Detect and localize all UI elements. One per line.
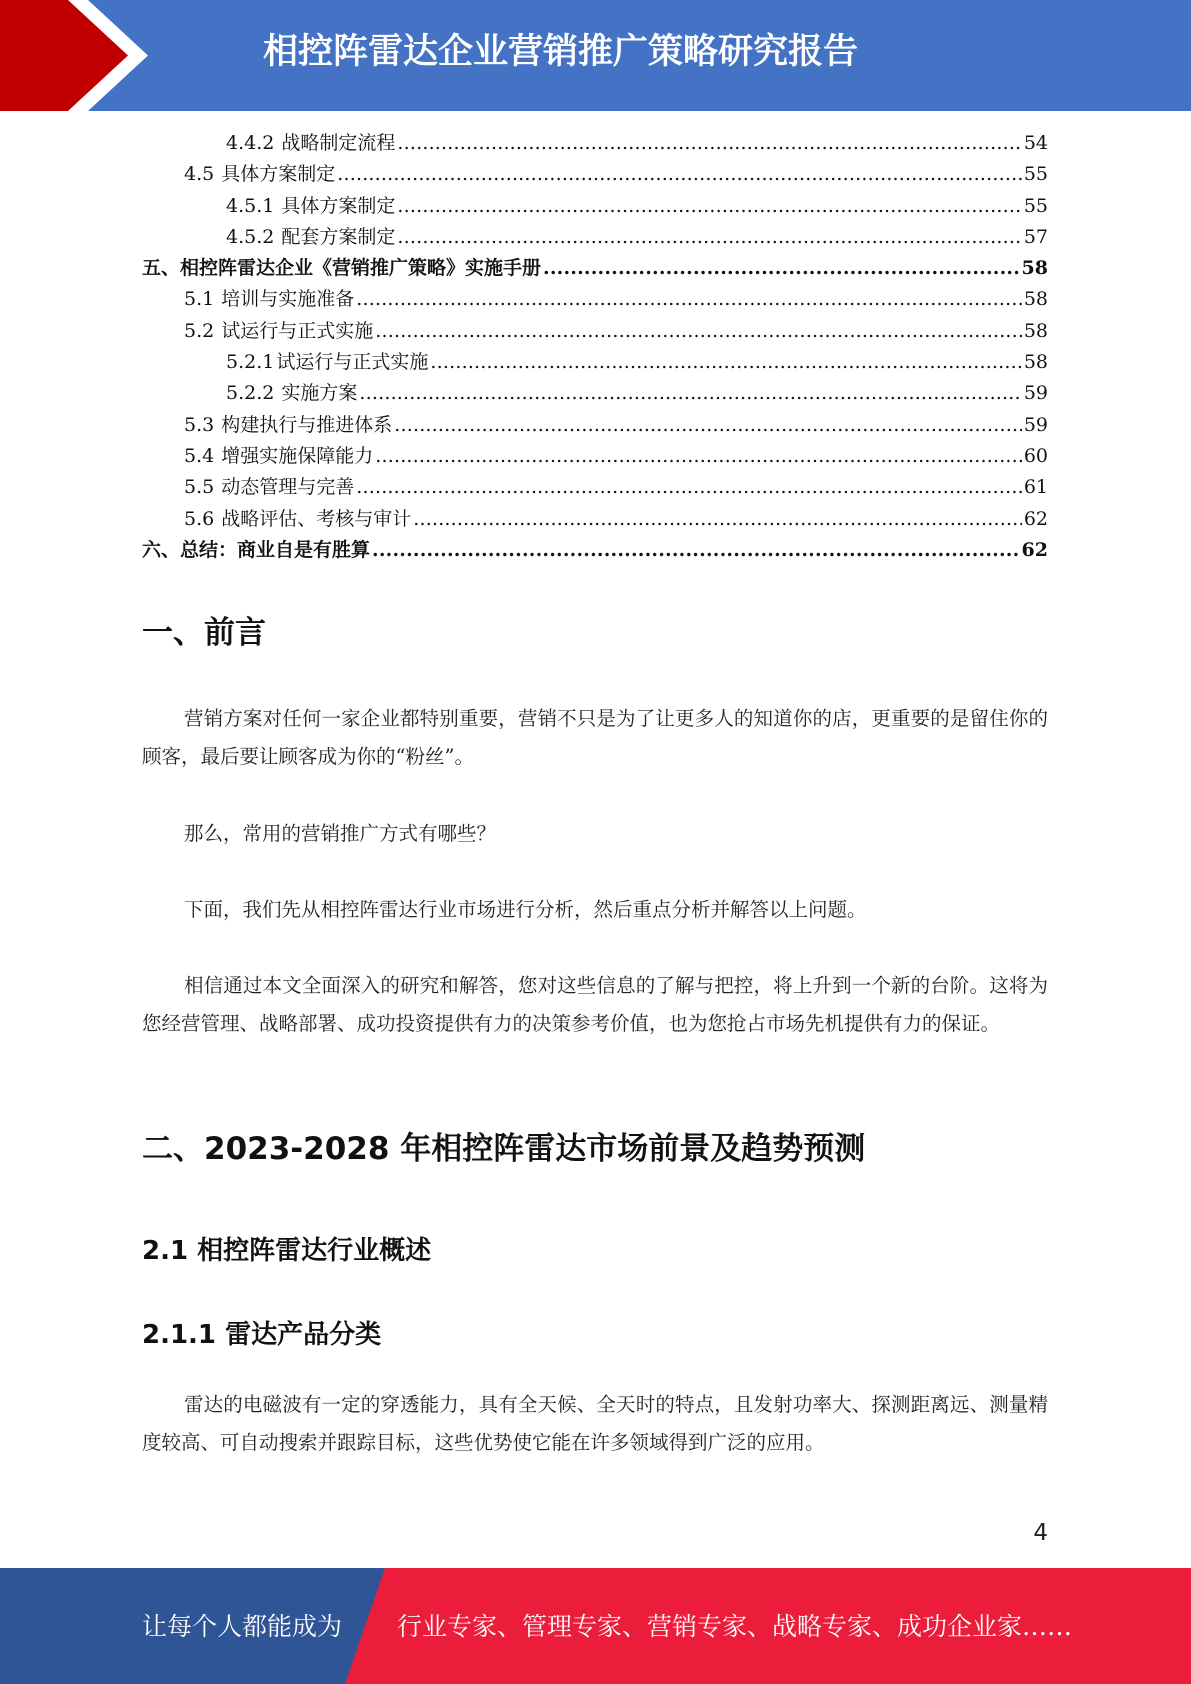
toc-leader [356, 476, 1022, 498]
toc-number: 5.4 [184, 444, 215, 467]
toc-title: 六、总结：商业自是有胜算 [142, 538, 371, 561]
toc-page: 57 [1023, 225, 1048, 248]
subsection-heading: 2.1.1 雷达产品分类 [142, 1320, 382, 1350]
toc-leader [359, 382, 1021, 404]
toc-title: 试运行与正式实施 [221, 319, 374, 342]
header-arrow-decoration [0, 0, 160, 111]
toc-leader [543, 257, 1020, 279]
toc-entry[interactable] [142, 410, 1048, 441]
toc-page: 54 [1023, 132, 1048, 154]
toc-page: 61 [1023, 476, 1048, 499]
toc-leader [375, 445, 1022, 467]
toc-number: 4.4.2 [226, 132, 275, 154]
toc-title: 五、相控阵雷达企业《营销推广策略》实施手册 [142, 257, 542, 280]
toc-number: 4.5 [184, 163, 215, 186]
toc-leader [375, 320, 1022, 342]
toc-title: 构建执行与推进体系 [221, 413, 393, 436]
toc-entry[interactable] [142, 222, 1048, 253]
toc-entry[interactable] [142, 504, 1048, 535]
toc-entry[interactable] [142, 253, 1048, 284]
toc-leader [397, 226, 1021, 248]
toc-page: 55 [1023, 194, 1048, 217]
toc-number: 5.5 [184, 476, 215, 499]
section-heading-preface: 一、前言 [142, 615, 266, 651]
toc-entry[interactable] [142, 191, 1048, 222]
toc-number: 5.1 [184, 288, 215, 311]
toc-entry[interactable] [142, 535, 1048, 566]
toc-title: 增强实施保障能力 [221, 444, 374, 467]
toc-leader [356, 288, 1022, 310]
toc-title: 具体方案制定 [281, 194, 396, 217]
toc-leader [397, 132, 1021, 154]
body-paragraph: 相信通过本文全面深入的研究和解答，您对这些信息的了解与把控，将上升到一个新的台阶。这将为您经营管理、战略部署、成功投资提供有力的决策参考价值，也为您抢占市场先机提供有力的保证。 [142, 974, 1048, 1035]
toc-entry[interactable] [142, 128, 1048, 159]
toc-title: 配套方案制定 [281, 225, 396, 248]
toc-leader [337, 163, 1022, 185]
toc-leader [372, 539, 1020, 561]
toc-number: 4.5.1 [226, 194, 275, 217]
toc-entry[interactable] [142, 347, 1048, 378]
toc-leader [394, 414, 1022, 436]
report-title: 相控阵雷达企业营销推广策略研究报告 [262, 32, 858, 72]
toc-page: 58 [1023, 288, 1048, 311]
body-paragraph: 雷达的电磁波有一定的穿透能力，具有全天候、全天时的特点，且发射功率大、探测距离远、测量精度较高、可自动搜索并跟踪目标，这些优势使它能在许多领域得到广泛的应用。 [142, 1393, 1048, 1454]
toc-page: 55 [1023, 163, 1048, 186]
page-header [0, 0, 1191, 111]
footer-slogan-left: 让每个人都能成为 [142, 1612, 343, 1641]
toc-leader [397, 195, 1021, 217]
toc-entry[interactable] [142, 316, 1048, 347]
toc-title: 动态管理与完善 [221, 476, 355, 499]
toc-page: 58 [1021, 257, 1048, 280]
subsection-heading: 2.1 相控阵雷达行业概述 [142, 1236, 432, 1266]
table-of-contents [142, 128, 1048, 566]
toc-title: 战略评估、考核与审计 [221, 507, 412, 530]
toc-number: 5.6 [184, 507, 215, 530]
toc-title: 试运行与正式实施 [276, 351, 429, 374]
toc-title: 战略制定流程 [281, 132, 396, 154]
section-heading-market-outlook: 二、2023-2028 年相控阵雷达市场前景及趋势预测 [142, 1131, 866, 1167]
toc-number: 4.5.2 [226, 225, 275, 248]
toc-leader [413, 508, 1022, 530]
toc-entry[interactable] [142, 159, 1048, 190]
page-number: 4 [1033, 1520, 1048, 1546]
toc-page: 58 [1023, 319, 1048, 342]
toc-entry[interactable] [142, 472, 1048, 503]
toc-page: 58 [1023, 351, 1048, 374]
body-paragraph: 那么，常用的营销推广方式有哪些？ [184, 822, 497, 845]
body-paragraph: 下面，我们先从相控阵雷达行业市场进行分析，然后重点分析并解答以上问题。 [184, 898, 867, 921]
toc-title: 实施方案 [281, 382, 358, 405]
toc-number: 5.2.2 [226, 382, 275, 405]
page-footer [0, 1568, 1191, 1684]
toc-number: 5.2.1 [226, 351, 275, 374]
toc-number: 5.2 [184, 319, 215, 342]
toc-entry[interactable] [142, 441, 1048, 472]
toc-entry[interactable] [142, 378, 1048, 409]
toc-page: 62 [1023, 507, 1048, 530]
toc-number: 5.3 [184, 413, 215, 436]
toc-page: 59 [1023, 382, 1048, 405]
toc-page: 60 [1023, 444, 1048, 467]
footer-slogan-right: 行业专家、管理专家、营销专家、战略专家、成功企业家…… [397, 1612, 1073, 1641]
body-paragraph: 营销方案对任何一家企业都特别重要，营销不只是为了让更多人的知道你的店，更重要的是留住你的顾客，最后要让顾客成为你的“粉丝”。 [142, 707, 1048, 768]
toc-page: 62 [1021, 538, 1048, 561]
toc-title: 培训与实施准备 [221, 288, 355, 311]
toc-page: 59 [1023, 413, 1048, 436]
toc-leader [430, 351, 1021, 373]
toc-entry[interactable] [142, 284, 1048, 315]
toc-title: 具体方案制定 [221, 163, 336, 186]
